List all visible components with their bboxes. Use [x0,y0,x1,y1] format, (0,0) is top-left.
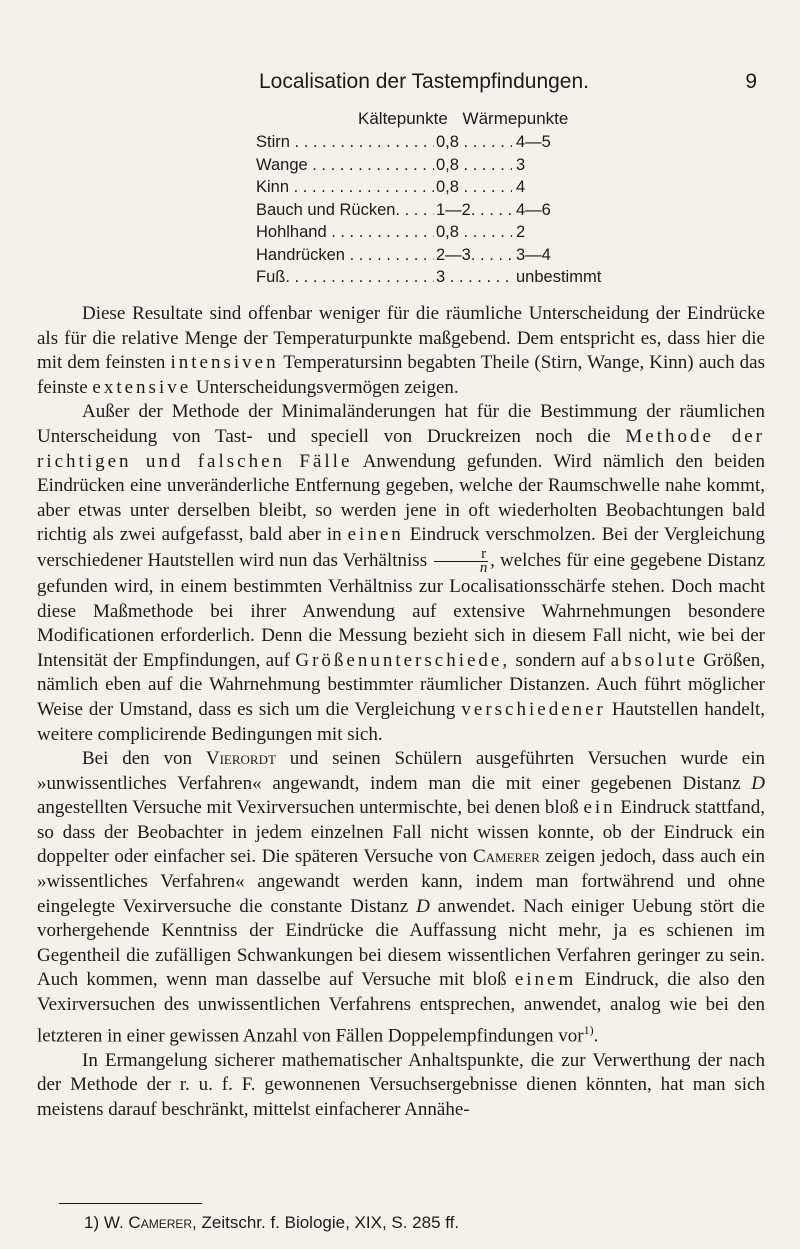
cold-value: 2—3. . . . [434,246,516,265]
paragraph: Außer der Methode der Minimaländerungen hat für die Bestimmung der räumlichen Unterscheidung von Tast- und speciell von Druckreizen noch die Methode der richtigen und falschen Fälle Anwendung gefunden. Wird nämlich den beiden Eindrücken eine unveränderliche Entfernung gegeben, welche der Raumschwelle nahe kommt, aber etwas unter derselben bleibt, so werden jene in oft wiederholten Beobachtungen bald richtig als zwei aufgefasst, bald aber in einen Eindruck verschmolzen. Bei der Vergleichung verschiedener Hautstellen wird nun das Verhältniss $\frac{r}{n}$ , welches für eine gegebene Distanz gefunden wird, in einem bestimmten Verhältniss zur Localisationsschärfe stehen. Doch macht diese Maßmethode bei ihrer Anwendung auf extensive Wahrnehmungen besondere Modificationen erforderlich. Denn die Messung bezieht sich in diesem Fall nicht, wie bei der Intensität der Empfindungen, auf Größenunterschiede, sondern auf absolute Größen, nämlich eben auf die Wahrnehmung bestimmter räumlicher Distanzen. Auch führt möglicher Weise der Umstand, dass es sich um die Vergleichung verschiedener Hautstellen handelt, weitere complicirende Bedingungen mit sich. [37,401,766,745]
warm-value: 4—6 [512,201,551,220]
header-warm-points: Wärmepunkte [462,109,569,128]
running-header [37,70,765,100]
warm-value: 2 [512,223,525,242]
cold-value: 1—2. . . . [434,201,516,220]
body-part: Fuß. . . . [256,268,436,287]
warm-value: 4—5 [512,133,551,152]
paragraph: In Ermangelung sicherer mathematischer Anhaltspunkte, die zur Verwerthung der nach der Methode der r. u. f. F. gewonnenen Versuchsergebnisse dienen könnten, hat man sich meistens darauf beschränkt, mittelst einfacherer Annähe- [37,1049,765,1120]
table-header [358,109,568,129]
body-part: Bauch und Rücken. . . . [256,201,436,220]
warm-value: unbestimmt [512,268,601,287]
body-part: Stirn . . . [256,133,436,152]
paragraph: Diese Resultate sind offenbar weniger für die räumliche Unterscheidung der Eindrücke als für die relative Menge der Temperaturpunkte maßgebend. Dem entspricht es, dass hier die mit dem feinsten intensiven Temperatursinn begabten Theile (Stirn, Wange, Kinn) auch das feinste extensive Unterscheidungsvermögen zeigen. [37,303,766,398]
footnote-mark: 1) [84,1213,100,1232]
cold-value: 3 . . . [434,268,516,287]
running-title: Localisation der Tastempfindungen. [259,70,590,93]
page-number: 9 [745,70,757,93]
body-part: Hohlhand . . . [256,223,436,242]
footnote-rule [59,1203,202,1204]
cold-value: 0,8 . . . [434,156,516,175]
warm-value: 3 [512,156,525,175]
footnote-ref[interactable]: 1) [583,1022,594,1037]
fraction: $\frac{r}{n}$ [434,548,488,575]
body-text [37,302,765,1122]
warm-value: 4 [512,178,525,197]
cold-value: 0,8 . . . [434,223,516,242]
footnote-author: W. Camerer [103,1213,193,1232]
body-part: Wange . . . [256,156,436,175]
cold-value: 0,8 . . . [434,178,516,197]
body-part: Handrücken . . . [256,246,436,265]
paragraph: Bei den von Vierordt und seinen Schülern ausgeführten Versuchen wurde ein »unwissentliches Verfahren« angewandt, indem man die mit einer gegebenen Distanz D angestellten Versuche mit Vexirversuchen untermischte, bei denen bloß ein Eindruck stattfand, so dass der Beobachter in jedem einzelnen Fall nicht wissen konnte, ob der Eindruck ein doppelter oder einfacher sei. Die späteren Versuche von Camerer zeigen jedoch, dass auch ein »wissentliches Verfahren« angewandt werden kann, indem man fortwährend und ohne eingelegte Vexirversuche die constante Distanz D anwendet. Nach einiger Uebung stört die vorhergehende Kenntniss der Eindrücke die Auffassung nicht mehr, ja es schienen im Gegentheil die zufälligen Schwankungen bei diesem wissentlichen Verfahren geringer zu sein. Auch kommen, wenn man dasselbe auf Versuche mit bloß einem Eindruck, die also den Vexirversuchen des unwissentlichen Verfahrens entsprechen, anwendet, analog wie bei den letzteren in einer gewissen Anzahl von Fällen Doppelempfindungen vor$^{1)}$. [37,748,766,1046]
warm-value: 3—4 [512,246,551,265]
body-part: Kinn . . . [256,178,436,197]
header-cold-points: Kältepunkte [358,109,448,128]
cold-value: 0,8 . . . [434,133,516,152]
footnote-text: , Zeitschr. f. Biologie, XIX, S. 285 ff. [192,1213,460,1232]
